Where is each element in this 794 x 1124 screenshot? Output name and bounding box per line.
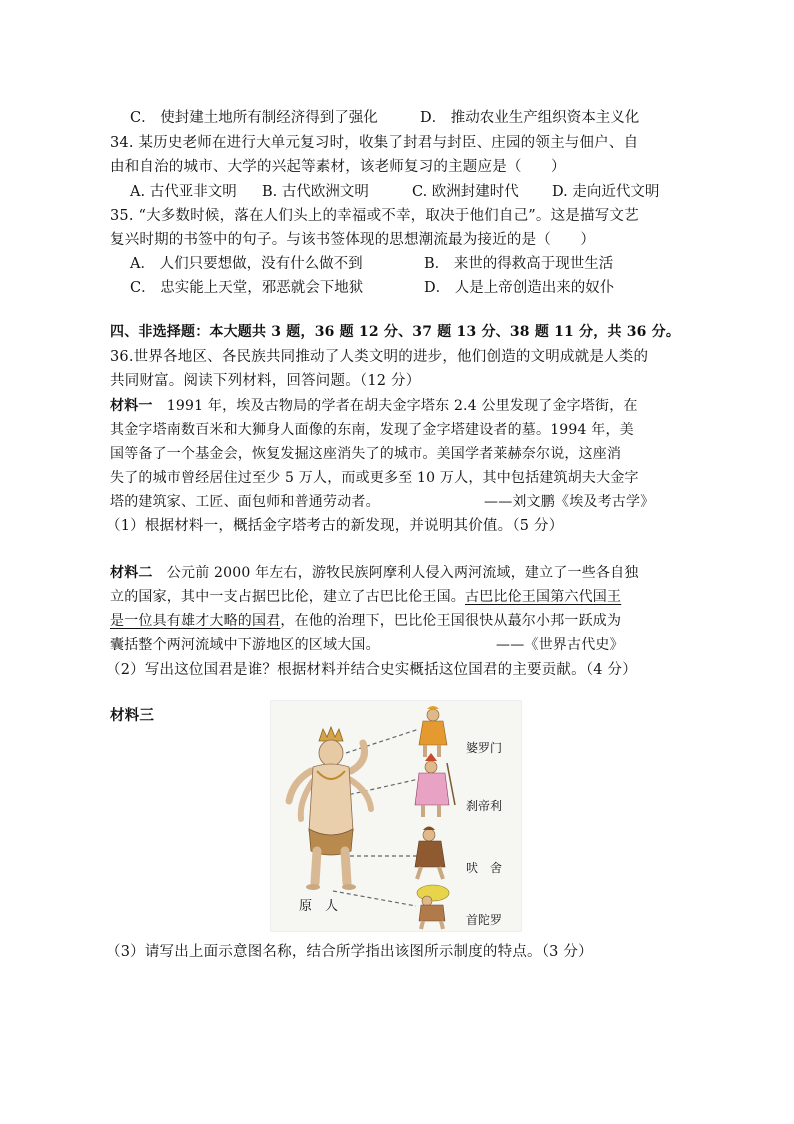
q34-option-a: A. 古代亚非文明 [130, 184, 237, 200]
material1-text1: 1991 年，埃及古物局的学者在胡夫金字塔东 2.4 公里发现了金字塔街，在 [152, 398, 638, 414]
figure-label-brahmin: 婆罗门 [466, 741, 503, 755]
q36-intro-line1: 36.世界各地区、各民族共同推动了人类文明的进步，他们创造的文明成就是人类的 [110, 349, 649, 365]
q34-option-b: B. 古代欧洲文明 [262, 184, 369, 200]
q35-stem-line2: 复兴时期的书签中的句子。与该书签体现的思想潮流最为接近的是（ ） [110, 232, 596, 248]
brahmin-figure-icon [419, 706, 447, 757]
q33-option-c: C． 使封建土地所有制经济得到了强化 [130, 110, 378, 126]
figure-label-kshatriya: 刹帝利 [466, 799, 503, 813]
q35-option-d: D． 人是上帝创造出来的奴仆 [424, 280, 615, 296]
q35-option-c: C． 忠实能上天堂，邪恶就会下地狱 [130, 280, 364, 296]
section4-heading: 四、非选择题：本大题共 3 题，36 题 12 分、37 题 13 分、38 题 11 分，共 36 分。 [110, 324, 681, 340]
q34-option-c: C. 欧洲封建时代 [412, 184, 519, 200]
caste-diagram [270, 700, 522, 932]
material3-label: 材料三 [110, 707, 155, 724]
material2-source: ——《世界古代史》 [496, 637, 624, 653]
q35-stem-line1: 35. “大多数时候，落在人们头上的幸福或不幸，取决于他们自己”。这是描写文艺 [110, 208, 639, 224]
figure-label-vaishya: 吠 舍 [466, 861, 503, 875]
subquestion-3: （3）请写出上面示意图名称，结合所学指出该图所示制度的特点。（3 分） [106, 944, 593, 960]
material1-line2: 其金字塔南数百米和大狮身人面像的东南，发现了金字塔建设者的墓。1994 年，美 [110, 422, 634, 438]
q34-stem-line1: 34. 某历史老师在进行大单元复习时，收集了封君与封臣、庄园的领主与佃户、自 [110, 135, 639, 151]
material2-underlined-a: 古巴比伦王国第六代国王 [465, 589, 622, 605]
vaishya-figure-icon [415, 827, 445, 880]
material2-line1 [110, 563, 639, 583]
material2-text3b: ，在他的治理下，巴比伦王国很快从蕞尔小邦一跃成为 [280, 613, 622, 629]
material1-line5: 塔的建筑家、工匠、面包师和普通劳动者。 [110, 494, 380, 510]
shudra-figure-icon [417, 885, 449, 929]
kshatriya-figure-icon [415, 753, 455, 817]
material1-line4: 失了的城市曾经居住过至少 5 万人，而或更多至 10 万人，其中包括建筑胡夫大金字 [110, 470, 639, 486]
figure-label-purusha: 原 人 [299, 899, 339, 914]
q33-option-d: D． 推动农业生产组织资本主义化 [420, 110, 640, 126]
q34-option-d: D. 走向近代文明 [552, 184, 660, 200]
purusha-figure-icon [289, 727, 371, 890]
q35-option-a: A． 人们只要想做，没有什么做不到 [130, 256, 363, 272]
material2-line2 [110, 587, 621, 607]
material2-line3 [110, 611, 621, 631]
material2-text2a: 立的国家，其中一支占据巴比伦，建立了古巴比伦王国。 [110, 589, 465, 605]
subquestion-1: （1）根据材料一，概括金字塔考古的新发现，并说明其价值。（5 分） [106, 518, 564, 534]
material1-line1 [110, 396, 638, 416]
q34-stem-line2: 由和自治的城市、大学的兴起等素材，该老师复习的主题应是（ ） [110, 159, 566, 175]
material2-line4: 囊括整个两河流域中下游地区的区域大国。 [110, 637, 380, 653]
material2-text1: 公元前 2000 年左右，游牧民族阿摩利人侵入两河流域，建立了一些各自独 [152, 565, 639, 581]
material2-underlined-b: 是一位具有雄才大略的国君 [110, 613, 281, 629]
material1-source: ——刘文鹏《埃及考古学》 [484, 494, 655, 510]
q35-option-b: B． 来世的得救高于现世生活 [424, 256, 614, 272]
subquestion-2: （2）写出这位国君是谁？根据材料并结合史实概括这位国君的主要贡献。（4 分） [106, 662, 637, 678]
q36-intro-line2: 共同财富。阅读下列材料，回答问题。（12 分） [110, 373, 421, 389]
material1-label: 材料一 [110, 398, 153, 414]
material2-label: 材料二 [110, 565, 153, 581]
material1-line3: 国等备了一个基金会，恢复发掘这座消失了的城市。美国学者莱赫奈尔说，这座消 [110, 446, 622, 462]
figure-label-shudra: 首陀罗 [466, 913, 503, 927]
